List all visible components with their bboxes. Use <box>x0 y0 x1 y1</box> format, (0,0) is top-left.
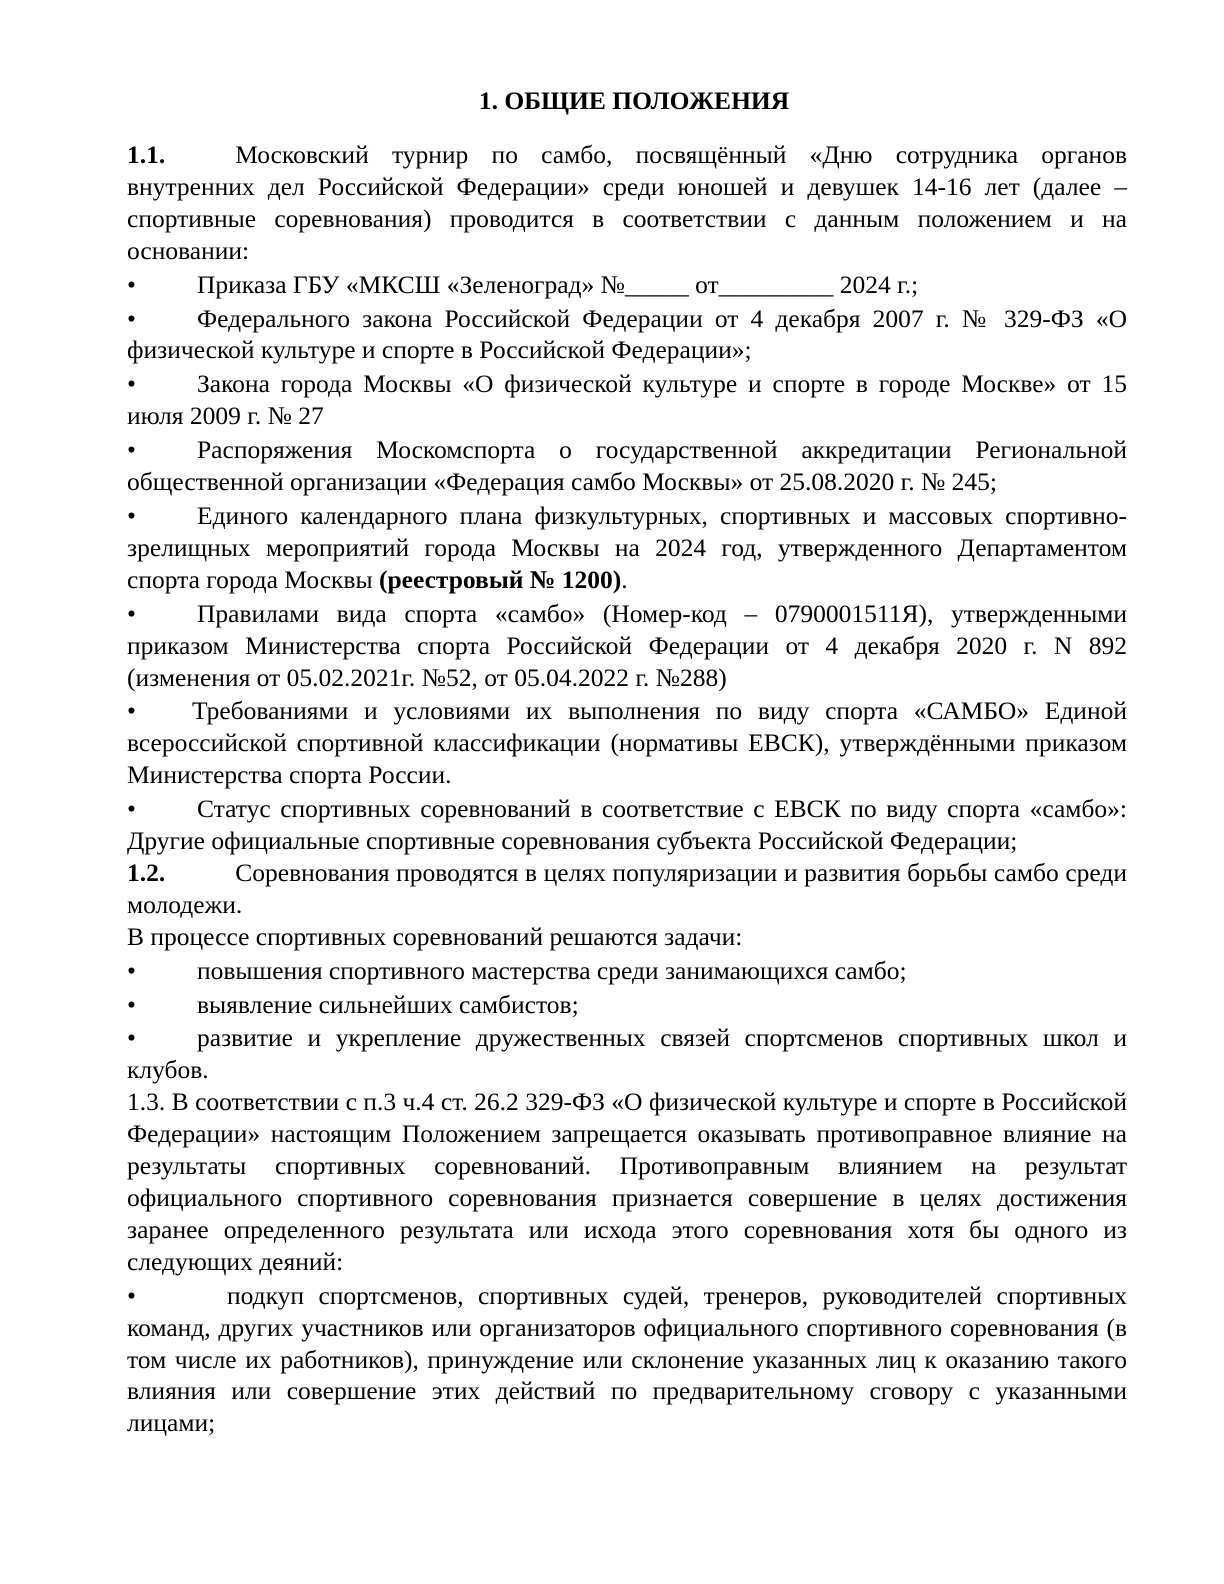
document-page <box>127 84 1127 1439</box>
list-item: • развитие и укрепление дружественных связей спортсменов спортивных школ и клубов. <box>127 1023 1127 1085</box>
list-item: • повышения спортивного мастерства среди занимающихся самбо; <box>127 955 907 985</box>
tasks-intro: В процессе спортивных соревнований решаются задачи: <box>127 921 743 951</box>
bullet-icon: • <box>127 696 136 726</box>
list-item: • Единого календарного плана физкультурных, спортивных и массовых спортивно-зрелищных мероприятий города Москвы на 2024 год, утвержденного Департаментом спорта города Москвы (реестровый № 1200). <box>127 500 1127 594</box>
registry-number: (реестровый № 1200) <box>378 564 622 594</box>
bullet-icon: • <box>127 989 136 1019</box>
bullet-icon: • <box>127 1023 136 1053</box>
violations-list <box>127 1280 1127 1440</box>
list-item: • Закона города Москвы «О физической культуре и спорте в городе Москве» от 15 июля 2009 г. № 27 <box>127 369 1127 431</box>
clause-text: Соревнования проводятся в целях популяризации и развития борьбы самбо среди молодежи. <box>127 857 1127 919</box>
list-item: • Статус спортивных соревнований в соответствие с ЕВСК по виду спорта «самбо»: Другие официальные спортивные соревнования субъекта Российской Федерации; <box>127 794 1127 856</box>
list-item: • Правилами вида спорта «самбо» (Номер-код – 0790001511Я), утвержденными приказом Министерства спорта Российской Федерации от 4 декабря 2020 г. N 892 (изменения от 05.02.2021г. №52, от 05.04.2022 г. №288) <box>127 598 1127 692</box>
bullet-icon: • <box>127 435 136 465</box>
list-item: • Федерального закона Российской Федерации от 4 декабря 2007 г. № 329-ФЗ «О физической культуре и спорте в Российской Федерации»; <box>127 303 1127 365</box>
section-title: 1. ОБЩИЕ ПОЛОЖЕНИЯ <box>478 86 790 115</box>
list-item: • выявление сильнейших самбистов; <box>127 989 579 1019</box>
bullet-icon: • <box>127 1280 136 1310</box>
paragraph-1-3: 1.3. В соответствии с п.3 ч.4 ст. 26.2 329-ФЗ «О физической культуре и спорте в Российской Федерации» настоящим Положением запрещается оказывать противоправное влияние на результаты спортивных соревнований. Противоправным влиянием на результат официального спортивного соревнования признается совершение в целях достижения заранее определенного результата или исхода этого соревнования хотя бы одного из следующих деяний: <box>127 1087 1127 1276</box>
list-item: • Приказа ГБУ «МКСШ «Зеленоград» №_____ от_________ 2024 г.; <box>127 269 919 299</box>
bullet-icon: • <box>127 303 136 333</box>
clause-number: 1.1. <box>127 140 166 169</box>
clause-text: Московский турнир по самбо, посвящённый «Дню сотрудника органов внутренних дел Российской Федерации» среди юношей и девушек 14-16 лет (далее – спортивные соревнования) проводится в соответствии с данным положением и на основании: <box>127 140 1127 265</box>
list-item: • подкуп спортсменов, спортивных судей, тренеров, руководителей спортивных команд, других участников или организаторов официального спортивного соревнования (в том числе их работников), принуждение или склонение указанных лиц к оказанию такого влияния или совершение этих действий по предварительному сговору с указанными лицами; <box>127 1280 1127 1438</box>
list-item: • Распоряжения Москомспорта о государственной аккредитации Региональной общественной организации «Федерация самбо Москвы» от 25.08.2020 г. № 245; <box>127 435 1127 497</box>
paragraph-1-1 <box>127 139 1127 267</box>
bullet-icon: • <box>127 598 136 628</box>
basis-list <box>127 269 1127 857</box>
bullet-icon: • <box>127 794 136 824</box>
bullet-icon: • <box>127 269 136 299</box>
bullet-icon: • <box>127 500 136 530</box>
tasks-list <box>127 955 1127 1087</box>
bullet-icon: • <box>127 955 136 985</box>
paragraph-1-2 <box>127 857 1127 921</box>
list-item: • Требованиями и условиями их выполнения по виду спорта «САМБО» Единой всероссийской спортивной классификации (нормативы ЕВСК), утверждёнными приказом Министерства спорта России. <box>127 696 1127 790</box>
bullet-icon: • <box>127 369 136 399</box>
clause-number: 1.2. <box>127 857 166 887</box>
